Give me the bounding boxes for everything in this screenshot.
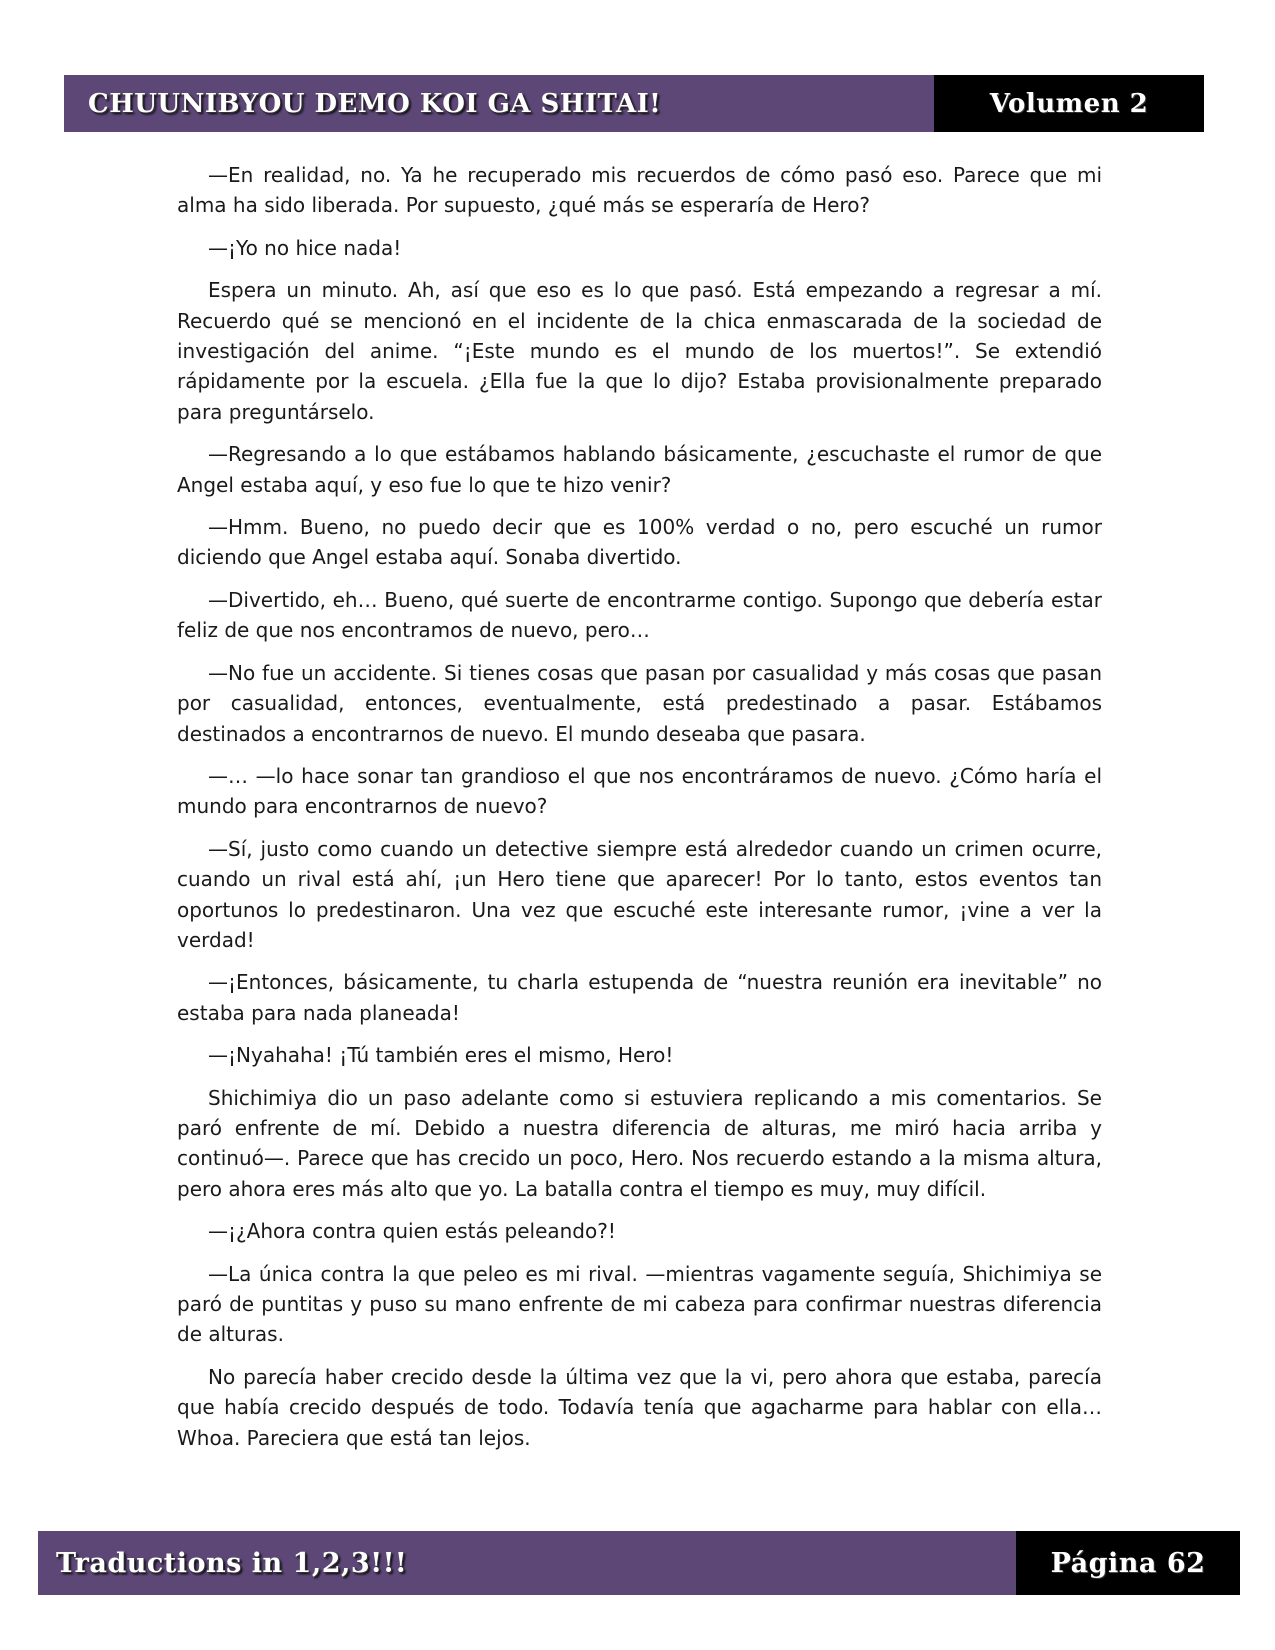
paragraph: —No fue un accidente. Si tienes cosas que pasan por casualidad y más cosas que pasan por casualidad, entonces, eventualmente, está predestinado a pasar. Estábamos destinados a encontrarnos de nuevo. El mundo deseaba que pasara. bbox=[177, 660, 1102, 746]
translator-credits: Traductions in 1,2,3!!! bbox=[56, 1547, 408, 1579]
book-title: CHUUNIBYOU DEMO KOI GA SHITAI! bbox=[88, 88, 662, 119]
paragraph: Espera un minuto. Ah, así que eso es lo que pasó. Está empezando a regresar a mí. Recuerdo qué se mencionó en el incidente de la chica enmascarada de la sociedad de investigación del anime. “¡Este mundo es el mundo de los muertos!”. Se extendió rápidamente por la escuela. ¿Ella fue la que lo dijo? Estaba provisionalmente preparado para preguntárselo. bbox=[177, 278, 1102, 424]
page-number: Página 62 bbox=[1050, 1547, 1206, 1579]
paragraph: —En realidad, no. Ya he recuperado mis recuerdos de cómo pasó eso. Parece que mi alma ha sido liberada. Por supuesto, ¿qué más se esperaría de Hero? bbox=[177, 163, 1102, 218]
paragraph: No parecía haber crecido desde la última vez que la vi, pero ahora que estaba, parecía que había crecido después de todo. Todavía tenía que agacharme para hablar con ella… Whoa. Pareciera que está tan lejos. bbox=[177, 1364, 1102, 1450]
paragraph: Shichimiya dio un paso adelante como si estuviera replicando a mis comentarios. Se paró enfrente de mí. Debido a nuestra diferencia de alturas, me miró hacia arriba y continuó—. Parece que has crecido un poco, Hero. Nos recuerdo estando a la misma altura, pero ahora eres más alto que yo. La batalla contra el tiempo es muy, muy difícil. bbox=[177, 1085, 1102, 1201]
footer-credits-band bbox=[38, 1531, 1016, 1595]
page-header bbox=[64, 75, 1204, 132]
footer-page-band bbox=[1016, 1531, 1240, 1595]
paragraph: —Hmm. Bueno, no puedo decir que es 100% verdad o no, pero escuché un rumor diciendo que Angel estaba aquí. Sonaba divertido. bbox=[177, 515, 1102, 570]
paragraph: —¡Entonces, básicamente, tu charla estupenda de “nuestra reunión era inevitable” no estaba para nada planeada! bbox=[177, 970, 1102, 1025]
paragraph: —Regresando a lo que estábamos hablando básicamente, ¿escuchaste el rumor de que Angel estaba aquí, y eso fue lo que te hizo venir? bbox=[177, 442, 1102, 497]
paragraph: —… —lo hace sonar tan grandioso el que nos encontráramos de nuevo. ¿Cómo haría el mundo para encontrarnos de nuevo? bbox=[177, 763, 1102, 819]
paragraph: —Sí, justo como cuando un detective siempre está alrededor cuando un crimen ocurre, cuando un rival está ahí, ¡un Hero tiene que aparecer! Por lo tanto, estos eventos tan oportunos lo predestinaron. Una vez que escuché este interesante rumor, ¡vine a ver la verdad! bbox=[177, 836, 1102, 952]
paragraph: —Divertido, eh… Bueno, qué suerte de encontrarme contigo. Supongo que debería estar feliz de que nos encontramos de nuevo, pero… bbox=[177, 587, 1102, 643]
paragraph: —¡¿Ahora contra quien estás peleando?! bbox=[208, 1219, 616, 1244]
header-volume-band bbox=[934, 75, 1204, 132]
volume-label: Volumen 2 bbox=[989, 88, 1149, 119]
header-title-band bbox=[64, 75, 934, 132]
paragraph: —¡Nyahaha! ¡Tú también eres el mismo, Hero! bbox=[208, 1043, 674, 1068]
paragraph: —¡Yo no hice nada! bbox=[208, 235, 402, 260]
paragraph: —La única contra la que peleo es mi rival. —mientras vagamente seguía, Shichimiya se paró de puntitas y puso su mano enfrente de mi cabeza para confirmar nuestras diferencia de alturas. bbox=[177, 1261, 1102, 1347]
page-footer bbox=[38, 1531, 1240, 1595]
body-text bbox=[177, 160, 1102, 1465]
